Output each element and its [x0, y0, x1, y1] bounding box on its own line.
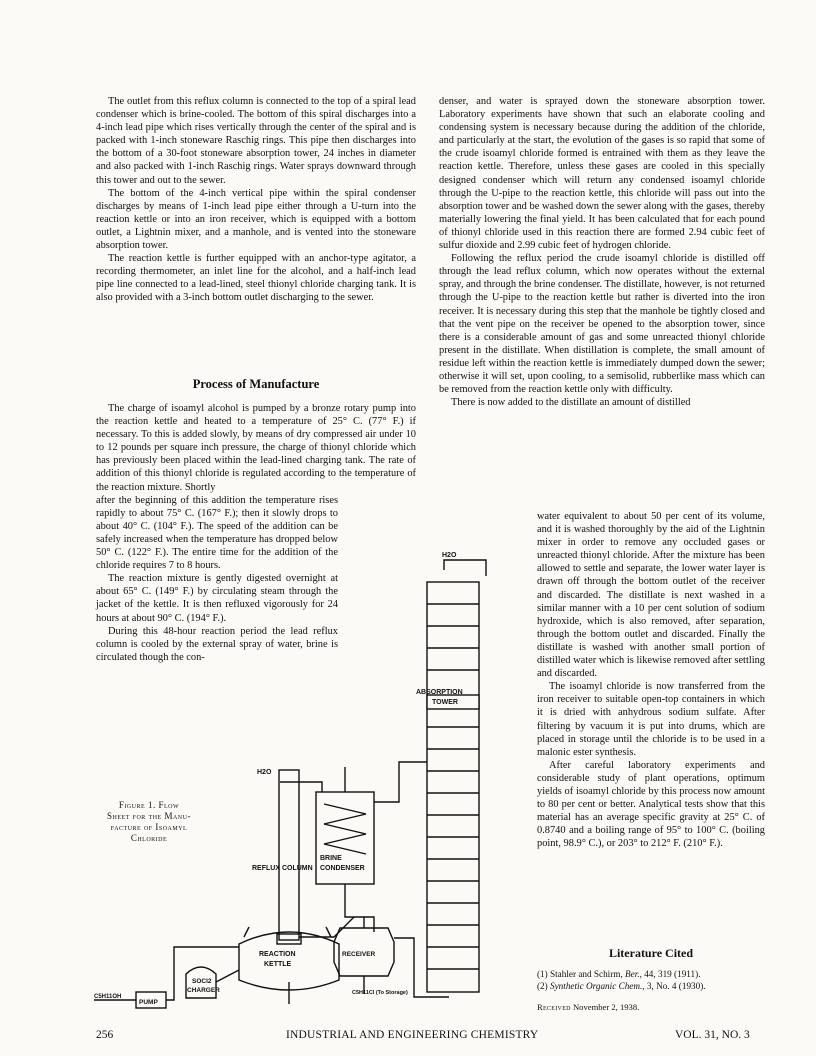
received-date: November 2, 1938. — [572, 1002, 640, 1012]
paragraph: After careful laboratory experiments and considerable study of plant operations, optimum yields of isoamyl chloride by this process now amount to 80 per cent or better. Analytical tests show that this material has an average specific gravity at 25° C. of 0.8740 and a boiling range of 95° to 100° C. (boiling point, 98.9° C.), or 203° to 212° F. (210° F.). — [537, 759, 765, 850]
paragraph: The charge of isoamyl alcohol is pumped by a bronze rotary pump into the reaction kettle and heated to a temperature of 25° C. (77° F.) if necessary. To this is added slowly, by means of dry compressed air under 10 to 12 pounds per square inch pressure, the charge of thionyl chloride which has previously been placed within the lead-lined charging tank. The rate of addition of this thionyl chloride is regulated according to the temperature of the reaction mixture. Shortly — [96, 403, 416, 493]
paragraph: The reaction kettle is further equipped with an anchor-type agitator, a recording thermometer, an inlet line for the alcohol, and a half-inch lead pipe line connected to a lead-lined, steel thionyl chloride charging tank. It is also provided with a 3-inch bottom outlet discharging to the sewer. — [96, 253, 416, 304]
journal-name: INDUSTRIAL AND ENGINEERING CHEMISTRY — [286, 1029, 539, 1041]
ref-number: (2) — [537, 981, 548, 991]
ref-details: 3, No. 4 (1930). — [646, 981, 706, 991]
diagram-label: C5H11OH — [94, 994, 122, 1000]
diagram-label: RECEIVER — [342, 951, 376, 958]
ref-journal: Synthetic Organic Chem., — [550, 981, 645, 991]
paragraph: The reaction mixture is gently digested overnight at about 65° C. (149° F.) by circulating steam through the jacket of the kettle. It is then refluxed vigorously for 24 hours at about 90° C. (194° F.). — [96, 573, 338, 624]
diagram-label: KETTLE — [264, 961, 292, 968]
volume-info: VOL. 31, NO. 3 — [675, 1029, 750, 1041]
section-heading: Process of Manufacture — [192, 377, 320, 391]
diagram-label: C5H11Cl (To Storage) — [352, 990, 408, 996]
diagram-label: PUMP — [139, 999, 158, 1006]
diagram-label: H2O — [257, 769, 272, 776]
diagram-label: CHARGER — [187, 987, 220, 994]
paragraph: The isoamyl chloride is now transferred from the iron receiver to suitable open-top containers in which it is dried with anhydrous sodium sulfate. After filtering by vacuum it is put into drums, which are placed in storage until the chloride is to be used in a malonic ester synthesis. — [537, 681, 765, 758]
ref-journal: Ber., — [625, 969, 642, 979]
diagram-label: REACTION — [259, 951, 296, 958]
reference-2 — [537, 980, 777, 992]
page-number: 256 — [96, 1029, 114, 1041]
reference-1 — [537, 968, 777, 980]
received-label: Received — [537, 1002, 571, 1012]
diagram-label: REFLUX COLUMN — [252, 865, 313, 872]
paragraph: There is now added to the distillate an amount of distilled — [451, 397, 691, 409]
left-column-top — [96, 95, 416, 305]
paragraph: denser, and water is sprayed down the stoneware absorption tower. Laboratory experiments have shown that such an elaborate cooling and condensing system is necessary because during the addition of the chloride, and particularly at the start, the evolution of the gases is so rapid that some of the crude isoamyl chloride formed is entrained with them as they leave the reaction kettle. Therefore, unless these gases are cooled in this specially designed condenser which will return any condensed isoamyl chloride through the U-pipe to the reaction kettle, this chloride will pass out into the absorption tower and be washed down the sewer along with the gases, thereby materially lowering the final yield. It has been calculated that for each pound of thionyl chloride used in this reaction there are formed 2.94 cubic feet of sulfur dioxide and 2.99 cubic feet of hydrogen chloride. — [439, 96, 765, 252]
received-note — [537, 1002, 639, 1012]
diagram-label: ABSORPTION — [416, 689, 463, 696]
diagram-label: SOCl2 — [192, 978, 212, 985]
right-column-narrow — [537, 510, 765, 850]
paragraph: The bottom of the 4-inch vertical pipe within the spiral condenser discharges by means of 1-inch lead pipe either through a U-turn into the reaction kettle or into an iron receiver, which is equipped with a bottom outlet, a Lightnin mixer, and a manhole, and is vented into the stoneware absorption tower. — [96, 187, 416, 252]
diagram-label: TOWER — [432, 699, 458, 706]
right-column-top — [439, 95, 765, 409]
ref-number: (1) — [537, 969, 548, 979]
absorption-tower — [427, 560, 486, 992]
caption-line: facture of Isoamyl — [110, 822, 188, 832]
diagram-label: H2O — [442, 552, 457, 559]
paragraph: During this 48-hour reaction period the lead reflux column is cooled by the external spray of water, brine is circulated though the con- — [96, 625, 338, 663]
flow-sheet-diagram — [94, 542, 534, 1012]
caption-line: Figure 1. Flow — [118, 800, 180, 810]
caption-line: Chloride — [130, 833, 168, 843]
literature-heading: Literature Cited — [608, 946, 694, 960]
paragraph: The outlet from this reflux column is connected to the top of a spiral lead condenser which is brine-cooled. The bottom of this spiral discharges into a 4-inch lead pipe which rises vertically through the center of the spiral and is packed with 1-inch stoneware Raschig rings. This pipe then discharges into the bottom of a 30-foot stoneware absorption tower, 24 inches in diameter and also packed with 1-inch Raschig rings. Water sprays downward through this tower and out to the sewer. — [96, 96, 416, 186]
diagram-label: CONDENSER — [320, 865, 365, 872]
ref-authors: Stahler and Schirm, — [550, 969, 623, 979]
paragraph: after the beginning of this addition the temperature rises rapidly to about 75° C. (167° F.); then it slowly drops to about 40° C. (104° F.). The speed of the addition can be safely increased when the temperature has dropped below 50° C. (122° F.). The entire time for the addition of the chloride requires 7 to 8 hours. — [96, 494, 338, 572]
references — [537, 968, 777, 992]
paragraph: Following the reflux period the crude isoamyl chloride is distilled off through the lead reflux column, which now operates without the external spray, and through the brine condenser. The distillate, however, is not returned through the U-pipe to the reaction kettle but rather is diverted into the iron receiver. It is necessary during this step that the manhole be tightly closed and that the vent pipe on the receiver be opened to the absorption tower, since there is a considerable amount of gas and some unreacted thionyl chloride present in the distillate. When distillation is complete, the small amount of residue left within the reaction kettle is immediately dumped down the sewer; otherwise it will set, upon cooling, to a semisolid, rubberlike mass which can be removed from the reaction kettle only with difficulty. — [439, 253, 765, 396]
diagram-label: BRINE — [320, 855, 342, 862]
caption-line: Sheet for the Manu- — [107, 811, 191, 821]
ref-details: 44, 319 (1911). — [644, 969, 701, 979]
paragraph: water equivalent to about 50 per cent of its volume, and it is washed thoroughly by the aid of the Lightnin mixer in order to remove any occluded gases or unreacted thionyl chloride. After the mixture has been allowed to settle and separate, the lower water layer is drawn off through the bottom outlet of the receiver and discarded. The distillate is next washed in a similar manner with a 10 per cent solution of sodium hydroxide, which is also removed, after separation, through the bottom outlet and discarded. Finally the distillate is washed with another small portion of distilled water which is likewise removed after settling and discarded. — [537, 511, 765, 680]
